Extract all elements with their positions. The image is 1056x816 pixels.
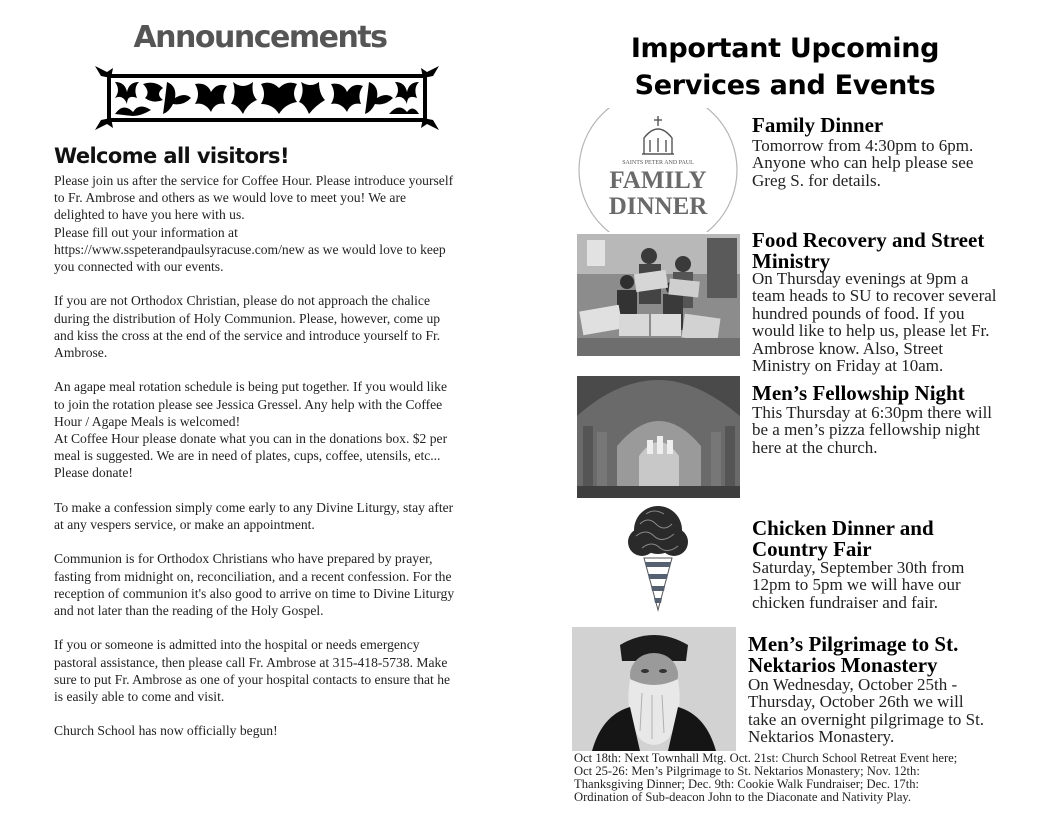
event-title-mens-fellowship: Men’s Fellowship Night xyxy=(752,381,965,405)
upcoming-dates-footer: Oct 18th: Next Townhall Mtg. Oct. 21st: Church School Retreat Event here; Oct 25-26: Men’s Pilgrimage to St. Nektarios Monastery; Nov. 12th: Thanksgiving Dinner; Dec. 9th: Cookie Walk Fundraiser; Dec. 17th: Ordination of Sub-deacon John to the Diaconate and Nativity Play. xyxy=(574,751,958,804)
event-text-mens-fellowship: This Thursday at 6:30pm there will be a men’s pizza fellowship night here at the church. xyxy=(752,403,993,457)
website-url[interactable]: https://www.sspeterandpaulsyracuse.com/new as we would love to keep xyxy=(54,241,446,257)
event-title-family-dinner: Family Dinner xyxy=(752,113,884,137)
event-text-family-dinner: Tomorrow from 4:30pm to 6pm. Anyone who can help please see Greg S. for details. xyxy=(752,136,974,190)
st-nektarios-portrait xyxy=(572,627,736,751)
paragraph-church-school: Church School has now officially begun! xyxy=(54,723,278,739)
country-fair-cone-icon xyxy=(624,504,692,612)
family-dinner-logo xyxy=(578,108,738,232)
event-text-pilgrimage: On Wednesday, October 25th - Thursday, October 26th we will take an overnight pilgrimage to St. Nektarios Monastery. xyxy=(748,675,985,747)
event-title-pilgrimage: Men’s Pilgrimage to St. Nektarios Monastery xyxy=(748,632,959,677)
announcements-body xyxy=(54,172,524,740)
paragraph-communion-notice: If you are not Orthodox Christian, please do not approach the chalice during the distribution of Holy Communion. Please, however, come up and kiss the cross at the end of the service and introduce yourself to Fr. Ambrose. xyxy=(54,293,441,361)
event-title-chicken-dinner: Chicken Dinner and Country Fair xyxy=(752,516,934,561)
church-interior-photo xyxy=(577,376,740,498)
announcements-title: Announcements xyxy=(133,20,387,55)
event-text-food-recovery: On Thursday evenings at 9pm a team heads to SU to recover several hundred pounds of food. If you would like to help us, please let Fr. Ambrose know. Also, Street Ministry on Friday at 10am. xyxy=(752,269,997,376)
logo-line1: FAMILY xyxy=(609,167,707,194)
paragraph-communion-preparation: Communion is for Orthodox Christians who have prepared by prayer, fasting from midnight on, reconciliation, and a recent confession. For the reception of communion it's also good to arrive on time to Divine Liturgy and not later than the reading of the Holy Gospel. xyxy=(54,551,455,619)
food-recovery-photo xyxy=(577,234,740,356)
paragraph-coffee-hour: Please join us after the service for Coffee Hour. Please introduce yourself to Fr. Ambrose and others as we would love to meet you! We are delighted to have you here with us. Please fill out your information at https://www.sspeterandpaulsyracuse.com/new as we would love to keep you connected with our events. xyxy=(54,172,524,275)
event-title-food-recovery: Food Recovery and Street Ministry xyxy=(752,228,985,273)
paragraph-agape-meal: An agape meal rotation schedule is being put together. If you would like to join the rotation please see Jessica Gressel. Any help with the Coffee Hour / Agape Meals is welcomed! At Coffee Hour please donate what you can in the donations box. $2 per meal is suggested. We are in need of plates, cups, coffee, utensils, etc... Please donate! xyxy=(54,379,448,481)
paragraph-confession: To make a confession simply come early to any Divine Liturgy, stay after at any vespers service, or make an appointment. xyxy=(54,499,454,533)
logo-small-text: SAINTS PETER AND PAUL xyxy=(622,160,694,166)
paragraph-hospital: If you or someone is admitted into the hospital or needs emergency pastoral assistance, then please call Fr. Ambrose at 315-418-5738. Make sure to put Fr. Ambrose as one of your hospital contacts to ensure that he is easily able to come and visit. xyxy=(54,637,451,705)
events-section-title: Important Upcoming Services and Events xyxy=(630,33,940,101)
decorative-border-ornament xyxy=(93,64,441,132)
logo-line2: DINNER xyxy=(608,193,708,220)
welcome-heading: Welcome all visitors! xyxy=(54,144,289,168)
event-text-chicken-dinner: Saturday, September 30th from 12pm to 5pm we will have our chicken fundraiser and fair. xyxy=(752,558,965,612)
